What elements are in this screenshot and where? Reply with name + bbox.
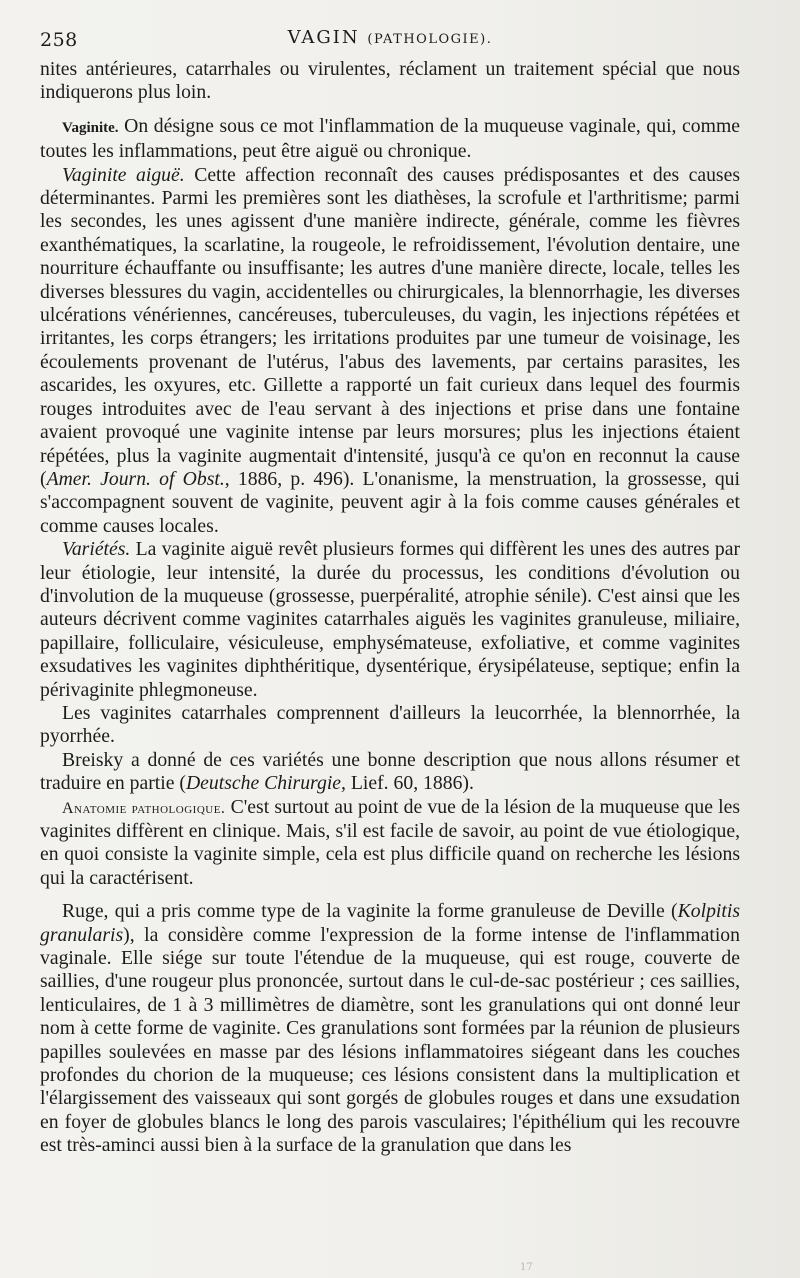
term-anatomie-pathologique: Anatomie pathologique. [62,799,226,817]
paragraph-anatomie: Anatomie pathologique. C'est surtout au point de vue de la lésion de la muqueuse que les vaginites diffèrent en clinique. Mais, s'il est facile de savoir, au point de vue étiologique, en quoi consiste la vaginite simple, cela est plus difficile quand on recherche les lésions qui la caractérisent. [40,795,741,889]
paragraph-breisky: Breisky a donné de ces variétés une bonne description que nous allons résumer et traduire en partie (Deutsche Chirurgie, Lief. 60, 1886). [40,748,740,795]
running-title-sub: (PATHOLOGIE). [367,32,493,47]
paragraph-vaginite: Vaginite. On désigne sous ce mot l'inflammation de la muqueuse vaginale, qui, comme toutes les inflammations, peut être aiguë ou chronique. [40,114,740,163]
citation-deutsche-chirurgie: Deutsche Chirurgie, [185,772,346,795]
paragraph-continuation: nites antérieures, catarrhales ou virulentes, réclament un traitement spécial que nous indiquerons plus loin. [40,58,740,104]
body-text [40,58,740,1158]
term-vaginite: Vaginite. [62,119,119,136]
footer-bleedthrough-mark: 17 [520,1262,533,1273]
paragraph-catarrhales: Les vaginites catarrhales comprennent d'ailleurs la leucorrhée, la blennorrhée, la pyorrhée. [40,701,740,748]
running-title-main: VAGIN [287,27,360,48]
page-number: 258 [40,29,78,51]
term-varietes: Variétés. [62,538,131,561]
paragraph-varietes: Variétés. La vaginite aiguë revêt plusieurs formes qui diffèrent les unes des autres par leur étiologie, leur intensité, la durée du processus, les conditions d'évolution ou d'involution de la muqueuse (grossesse, puerpéralité, atrophie sénile). C'est ainsi que les auteurs décrivent comme vaginites catarrhales aiguës les vaginites granuleuse, miliaire, papillaire, folliculaire, vésiculeuse, emphysémateuse, exfoliative, et comme vaginites exsudatives les vaginites diphthéritique, dysentérique, érysipélateuse, septique; enfin la périvaginite phlegmoneuse. [40,538,740,701]
citation-amer-journ: Amer. Journ. of Obst. [46,467,225,490]
running-header [40,25,740,55]
paragraph-ruge: Ruge, qui a pris comme type de la vaginite la forme granuleuse de Deville (Kolpitis granularis), la considère comme l'expression de la forme intense de l'inflammation vaginale. Elle siége sur toute l'étendue de la muqueuse, qui est rouge, couverte de saillies, d'une rougeur plus prononcée, surtout dans le cul-de-sac postérieur ; ces saillies, lenticulaires, de 1 à 3 millimètres de diamètre, sont les granulations qui ont donné leur nom à cette forme de vaginite. Ces granulations sont formées par la réunion de plusieurs papilles soulevées en masse par des lésions inflammatoires siégeant dans les couches profondes du chorion de la muqueuse; ces lésions consistent dans la multiplication et l'élargissement des vaisseaux qui sont gorgés de globules rouges et dans une exsudation en foyer de globules blancs le long des parois vasculaires; l'épithélium qui les recouvre est très-aminci aussi bien à la surface de la granulation que dans les [40,900,740,1157]
running-title [40,27,740,48]
citation-kolpitis: Kolpitis granularis [40,900,740,946]
term-vaginite-aigue: Vaginite aiguë. [62,163,185,186]
paragraph-vaginite-aigue: Vaginite aiguë. Cette affection reconnaît des causes prédisposantes et des causes déterminantes. Parmi les premières sont les diathèses, la scrofule et l'arthritisme; parmi les secondes, les unes agissent d'une manière indirecte, générale, comme les fièvres exanthématiques, la scarlatine, la rougeole, le refroidissement, l'évolution dentaire, une nourriture échauffante ou insuffisante; les autres d'une manière directe, locale, telles les diverses blessures du vagin, accidentelles ou chirurgicales, la blennorrhagie, les diverses ulcérations vénériennes, cancéreuses, tuberculeuses, du vagin, les injections répétées et irritantes, les corps étrangers; les irritations produites par une tumeur de voisinage, les écoulements provenant de l'utérus, l'abus des lavements, par certains parasites, les ascarides, les oxyures, etc. Gillette a rapporté un fait curieux dans lequel des fourmis rouges introduites avec de l'eau servant à des injections et prise dans une fontaine avaient provoqué une vaginite intense par leurs morsures; plus les injections étaient répétées, plus la vaginite augmentait d'intensité, jusqu'à ce qu'on en reconnut la cause (Amer. Journ. of Obst., 1886, p. 496). L'onanisme, la menstruation, la grossesse, qui s'accompagnent souvent de vaginite, peuvent agir à la fois comme causes générales et comme causes locales. [40,163,740,537]
